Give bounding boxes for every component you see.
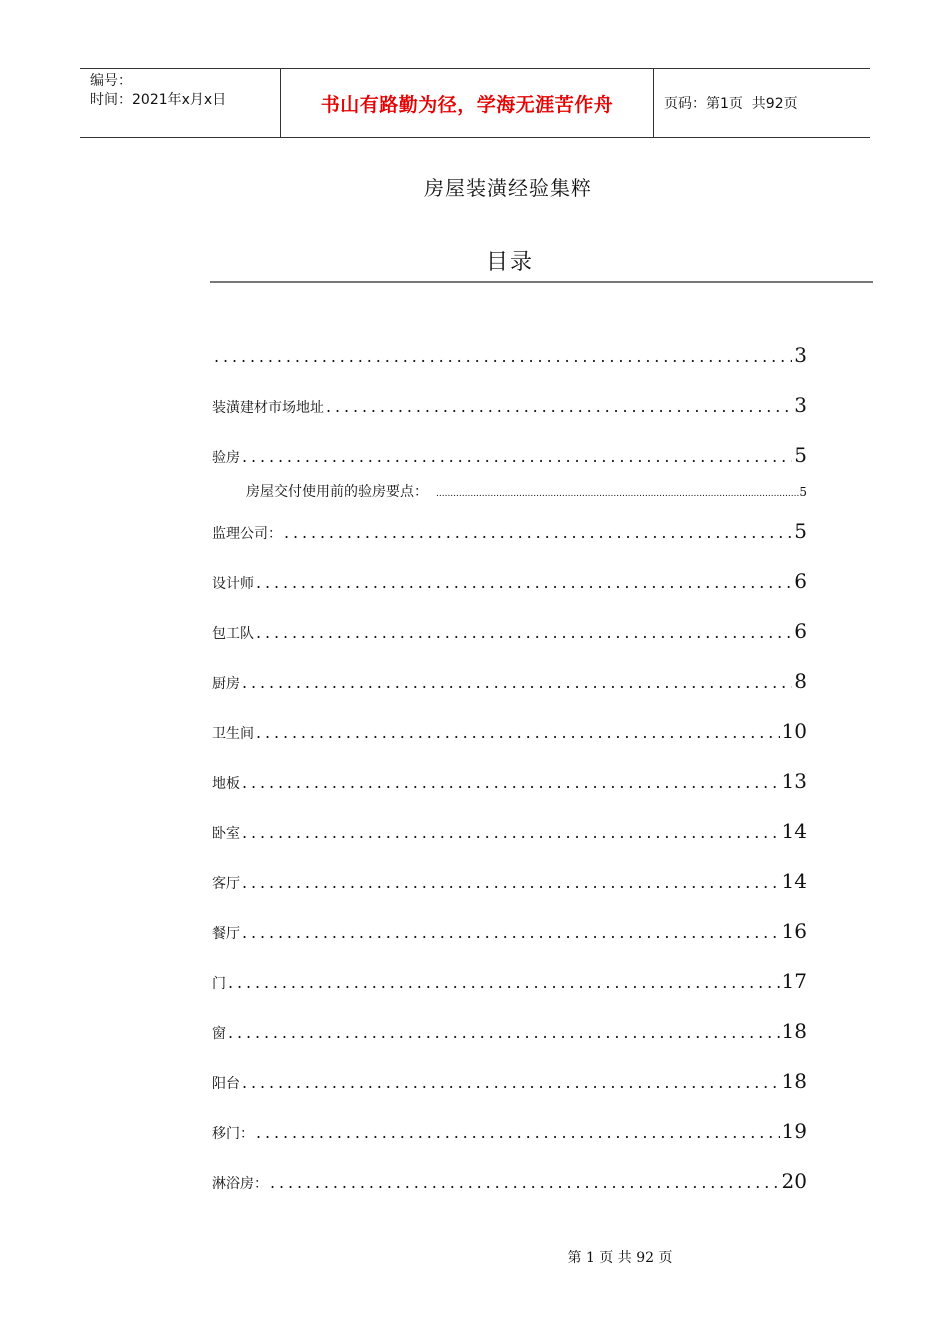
- toc-entry[interactable]: [212, 519, 807, 569]
- header-page-info: [654, 69, 870, 137]
- toc-leader-dots: [256, 1123, 780, 1142]
- toc-entry[interactable]: [212, 969, 807, 1019]
- header-meta: [80, 69, 281, 137]
- toc-entry-page: 18: [781, 1019, 807, 1043]
- toc-entry-label: 阳台: [212, 1076, 240, 1092]
- time-label: 时间：2021年x月x日: [90, 92, 227, 108]
- toc-entry-page: 8: [794, 669, 807, 693]
- toc-leader-dots: [242, 873, 780, 892]
- toc-entry-label: 设计师: [212, 576, 254, 592]
- toc-entry-page: 17: [781, 969, 807, 993]
- toc-entry-label: 房屋交付使用前的验房要点：: [246, 484, 428, 500]
- toc-entry-page: 20: [781, 1169, 807, 1193]
- toc-leader-dots: [284, 523, 792, 542]
- page-header: [80, 68, 870, 138]
- toc-entry-label: 厨房: [212, 676, 240, 692]
- toc-divider: [210, 281, 873, 283]
- toc-entry-page: 6: [794, 569, 807, 593]
- toc-entry-page: 16: [781, 919, 807, 943]
- toc-entry-page: 19: [781, 1119, 807, 1143]
- toc-entry[interactable]: [212, 769, 807, 819]
- toc-leader-dots: [256, 623, 792, 642]
- toc-entry[interactable]: [212, 619, 807, 669]
- toc-entry[interactable]: [212, 1069, 807, 1119]
- toc-entry-page: 3: [794, 343, 807, 367]
- number-label: 编号：: [90, 73, 132, 89]
- toc-entry-label: 窗: [212, 1026, 226, 1042]
- toc-leader-dots: [214, 347, 792, 366]
- toc-leader-dots: [228, 973, 780, 992]
- toc-entry[interactable]: [212, 719, 807, 769]
- toc-entry[interactable]: [212, 343, 807, 393]
- toc-leader-dots: [326, 397, 792, 416]
- toc-entry-label: 卧室: [212, 826, 240, 842]
- toc-entry[interactable]: [212, 919, 807, 969]
- toc-leader-dots: [256, 573, 792, 592]
- document-title: 房屋装潢经验集粹: [424, 176, 592, 200]
- toc-leader-dots: [242, 1073, 780, 1092]
- toc-subentry[interactable]: [212, 481, 807, 507]
- toc-entry-label: 卫生间: [212, 726, 254, 742]
- toc-entry[interactable]: [212, 569, 807, 619]
- toc-entry-page: 5: [799, 485, 807, 499]
- toc-entry-label: 客厅: [212, 876, 240, 892]
- toc-entry-label: 门: [212, 976, 226, 992]
- toc-leader-dots: [436, 489, 799, 499]
- toc-entry[interactable]: [212, 393, 807, 443]
- header-motto: 书山有路勤为径，学海无涯苦作舟: [281, 69, 654, 137]
- toc-entry-page: 14: [781, 819, 807, 843]
- toc-entry-page: 5: [794, 443, 807, 467]
- toc-entry[interactable]: [212, 1019, 807, 1069]
- toc-entry-label: 淋浴房：: [212, 1176, 268, 1192]
- toc-leader-dots: [242, 673, 792, 692]
- table-of-contents: [212, 343, 807, 1219]
- toc-entry-page: 14: [781, 869, 807, 893]
- toc-title: 目录: [485, 250, 534, 275]
- page-footer: 第 1 页 共 92 页: [567, 1250, 673, 1266]
- toc-entry-label: 地板: [212, 776, 240, 792]
- toc-leader-dots: [242, 447, 792, 466]
- toc-entry-label: 监理公司：: [212, 526, 282, 542]
- toc-entry-label: 餐厅: [212, 926, 240, 942]
- toc-entry-page: 5: [794, 519, 807, 543]
- toc-entry[interactable]: [212, 1169, 807, 1219]
- page-info-text: 页码：第1页 共92页: [664, 96, 798, 112]
- toc-leader-dots: [256, 723, 780, 742]
- toc-entry[interactable]: [212, 1119, 807, 1169]
- toc-entry-page: 6: [794, 619, 807, 643]
- toc-leader-dots: [242, 923, 780, 942]
- toc-entry[interactable]: [212, 869, 807, 919]
- toc-entry-page: 10: [781, 719, 807, 743]
- toc-entry[interactable]: [212, 819, 807, 869]
- toc-entry-label: 装潢建材市场地址: [212, 400, 324, 416]
- toc-entry-page: 13: [781, 769, 807, 793]
- toc-entry-label: 验房: [212, 450, 240, 466]
- toc-leader-dots: [228, 1023, 780, 1042]
- toc-leader-dots: [242, 823, 780, 842]
- toc-entry[interactable]: [212, 669, 807, 719]
- toc-leader-dots: [242, 773, 780, 792]
- toc-entry-label: 包工队: [212, 626, 254, 642]
- toc-leader-dots: [270, 1173, 780, 1192]
- toc-entry-page: 18: [781, 1069, 807, 1093]
- toc-entry-label: 移门：: [212, 1126, 254, 1142]
- toc-entry-page: 3: [794, 393, 807, 417]
